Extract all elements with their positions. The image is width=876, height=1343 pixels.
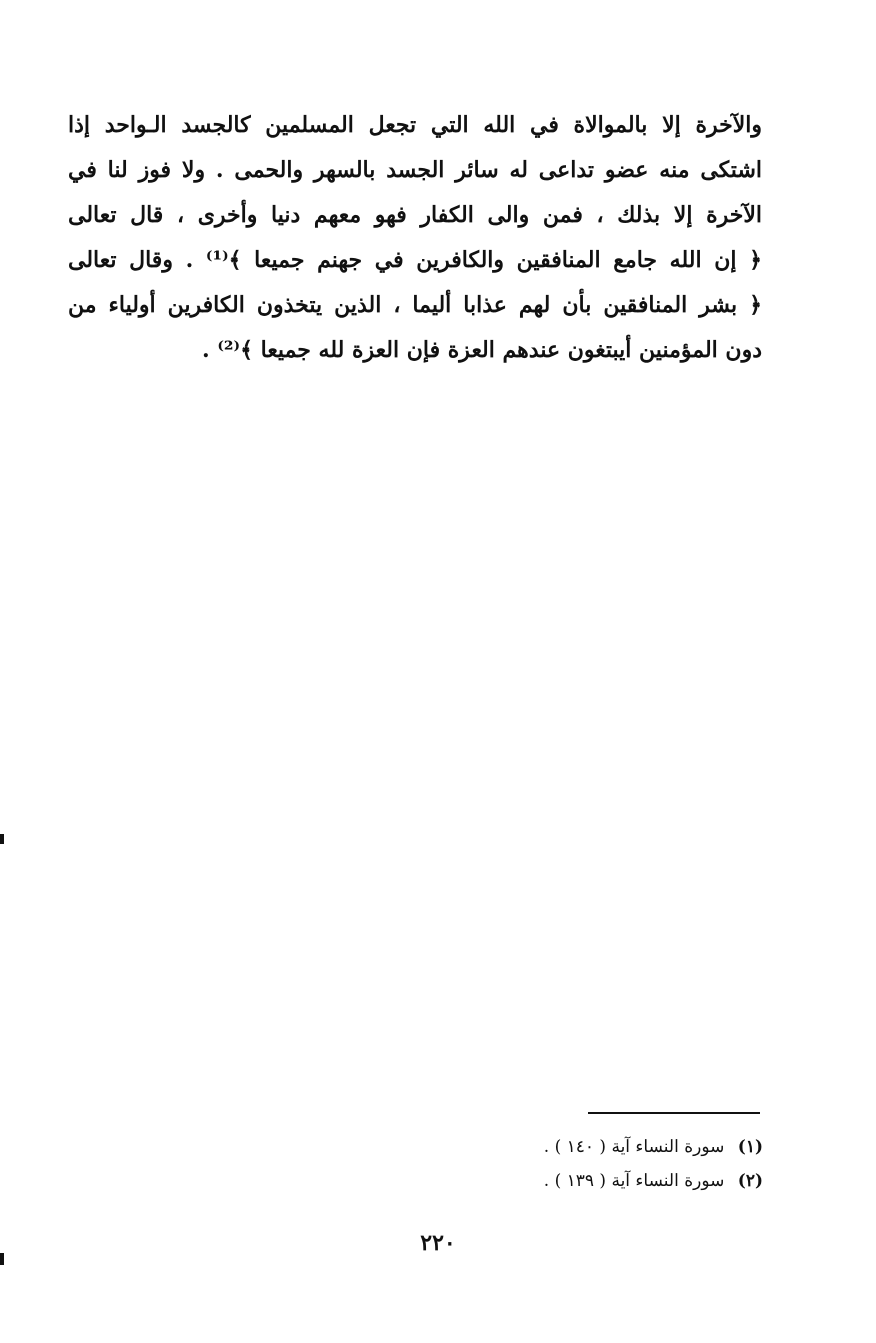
footnote-2-text: سورة النساء آية ( ١٣٩ ) . [543,1171,725,1191]
page-number: ٢٢٠ [420,1230,456,1256]
footnotes-block [420,1130,763,1198]
footnote-2-number: (٢) [737,1171,763,1191]
text-line-6: دون المؤمنين أيبتغون عندهم العزة فإن العزة لله جميعا ﴾⁽²⁾ . [202,337,762,363]
footnote-1 [420,1130,763,1164]
footnote-2 [420,1164,763,1198]
text-line-5: ﴿ بشر المنافقين بأن لهم عذابا أليما ، الذين يتخذون الكافرين أولياء من [68,292,762,318]
main-text-block [68,103,762,373]
text-line-1: والآخرة إلا بالموالاة في الله التي تجعل المسلمين كالجسد الـواحد إذا [68,112,762,138]
footnote-1-text: سورة النساء آية ( ١٤٠ ) . [543,1137,725,1157]
text-line-3: الآخرة إلا بذلك ، فمن والى الكفار فهو معهم دنيا وأخرى ، قال تعالى [68,202,762,228]
footnote-1-number: (١) [737,1137,763,1157]
footnote-separator [588,1112,760,1114]
scan-artifact [0,834,4,844]
scan-artifact [0,1253,4,1265]
text-line-4: ﴿ إن الله جامع المنافقين والكافرين في جهنم جميعا ﴾⁽¹⁾ . وقال تعالى [68,247,762,273]
text-line-2: اشتكى منه عضو تداعى له سائر الجسد بالسهر والحمى . ولا فوز لنا في [68,157,762,183]
